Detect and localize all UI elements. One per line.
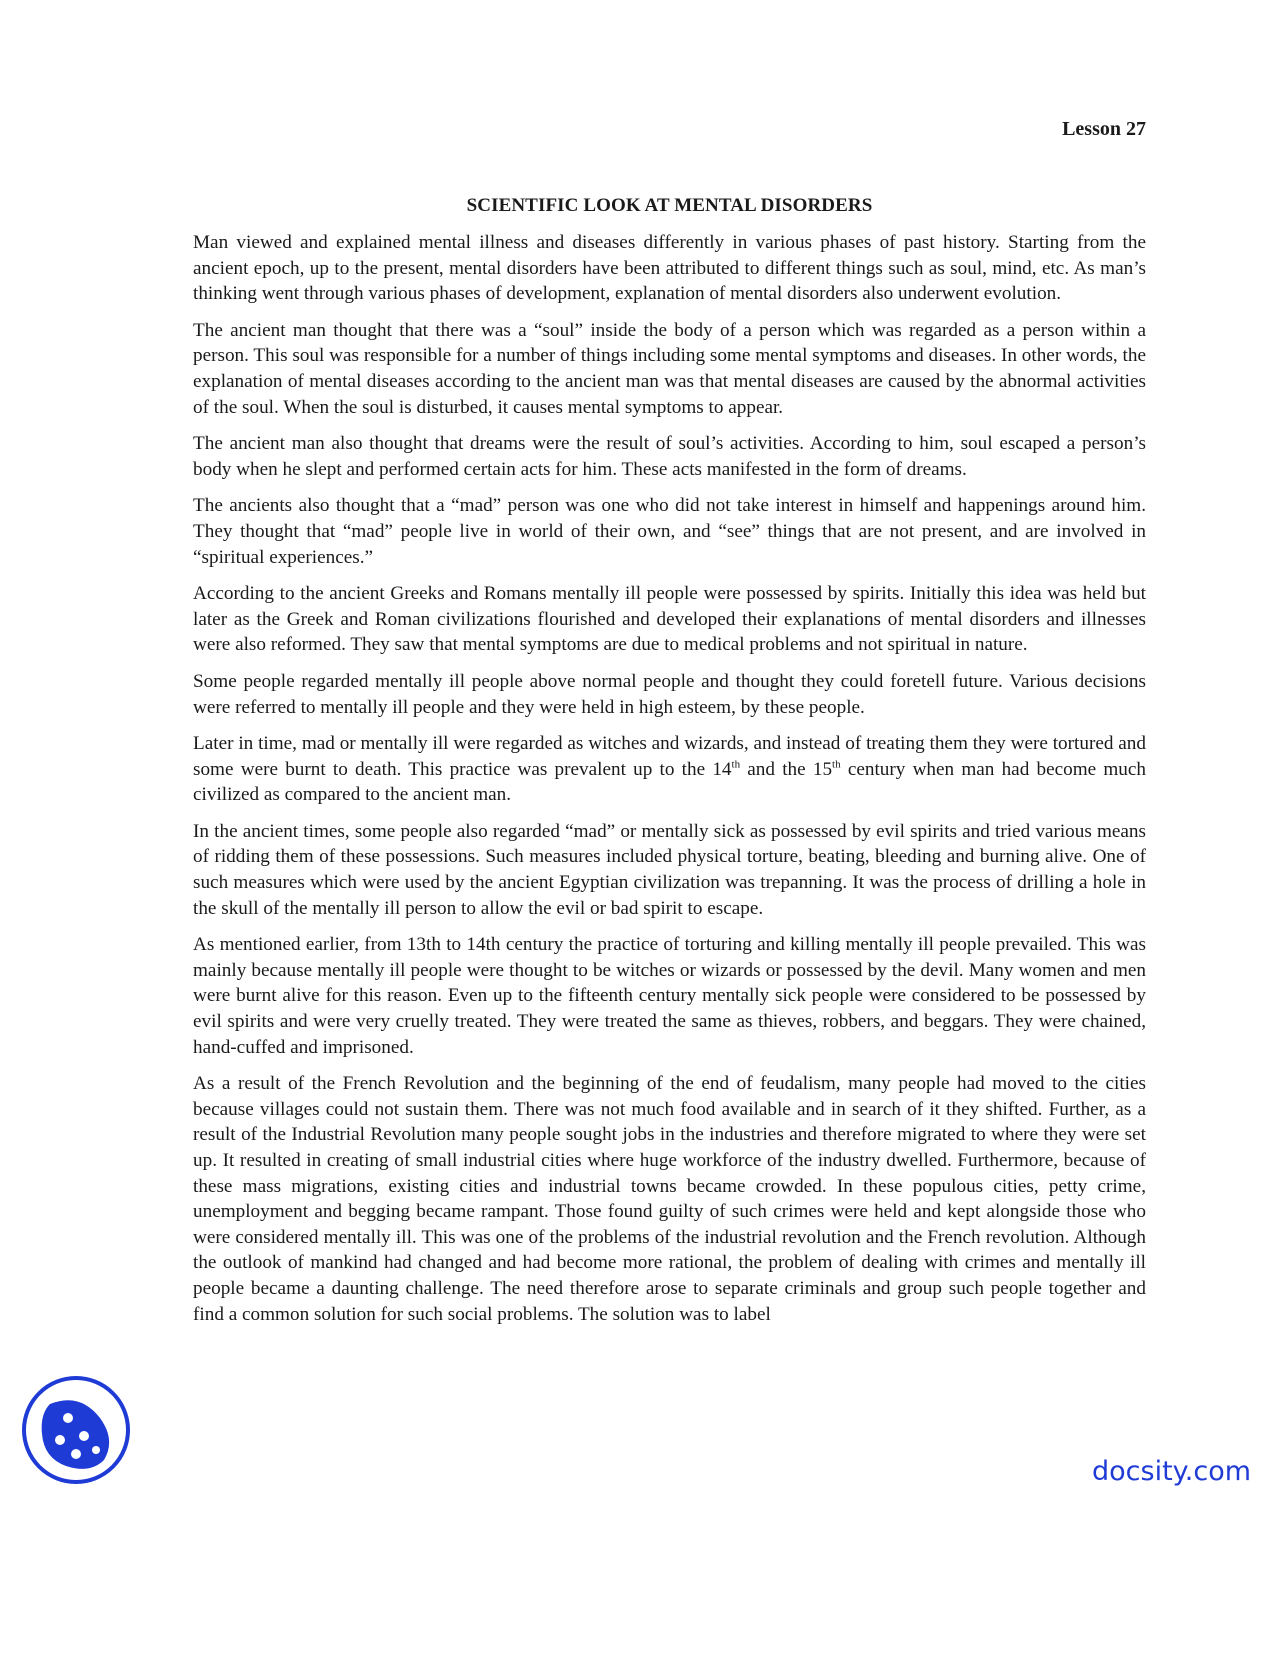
- paragraph: As mentioned earlier, from 13th to 14th century the practice of torturing and killing mentally ill people prevailed. This was mainly because mentally ill people were thought to be witches or wizards or possessed by the devil. Many women and men were burnt alive for this reason. Even up to the fifteenth century mentally sick people were considered to be possessed by evil spirits and were very cruelly treated. They were treated the same as thieves, robbers, and beggars. They were chained, hand-cuffed and imprisoned.: [193, 934, 1146, 1058]
- paragraph-text: Later in time, mad or mentally ill were regarded as witches and wizards, and instead of treating them they were tortured and some were burnt to death. This practice was prevalent up to the 14: [193, 733, 1146, 780]
- docsity-logo-icon[interactable]: [20, 1374, 132, 1486]
- lesson-label: Lesson 27: [1062, 118, 1146, 140]
- paragraph: The ancient man thought that there was a “soul” inside the body of a person which was regarded as a person within a person. This soul was responsible for a number of things including some mental symptoms and diseases. In other words, the explanation of mental diseases according to the ancient man was that mental diseases are caused by the abnormal activities of the soul. When the soul is disturbed, it causes mental symptoms to appear.: [193, 319, 1146, 418]
- paragraph: Some people regarded mentally ill people above normal people and thought they could foretell future. Various decisions were referred to mentally ill people and they were held in high esteem, by these people.: [193, 670, 1146, 718]
- paragraph: As a result of the French Revolution and the beginning of the end of feudalism, many people had moved to the cities because villages could not sustain them. There was not much food available and in search of it they shifted. Further, as a result of the Industrial Revolution many people sought jobs in the industries and therefore migrated to where they were set up. It resulted in creating of small industrial cities where huge workforce of the industry dwelled. Furthermore, because of these mass migrations, existing cities and industrial towns became crowded. In these populous cities, petty crime, unemployment and begging became rampant. Those found guilty of such crimes were held and kept alongside those who were considered mentally ill. This was one of the problems of the industrial revolution and the French revolution. Although the outlook of mankind had changed and had become more rational, the problem of dealing with crimes and mentally ill people became a daunting challenge. The need therefore arose to separate criminals and group such people together and find a common solution for such social problems. The solution was to label: [193, 1073, 1146, 1325]
- paragraph-text: century when man had become much civilized as compared to the ancient man.: [193, 758, 1146, 806]
- docsity-watermark-link[interactable]: docsity.com: [1092, 1456, 1252, 1487]
- superscript: th: [731, 758, 741, 771]
- paragraph: Man viewed and explained mental illness and diseases differently in various phases of past history. Starting from the ancient epoch, up to the present, mental disorders have been attributed to different things such as soul, mind, etc. As man’s thinking went through various phases of development, explanation of mental disorders also underwent evolution.: [193, 232, 1146, 305]
- paragraph: In the ancient times, some people also regarded “mad” or mentally sick as possessed by evil spirits and tried various means of ridding them of these possessions. Such measures included physical torture, beating, bleeding and burning alive. One of such measures which were used by the ancient Egyptian civilization was trepanning. It was the process of drilling a hole in the skull of the mentally ill person to allow the evil or bad spirit to escape.: [193, 820, 1146, 919]
- document-title: SCIENTIFIC LOOK AT MENTAL DISORDERS: [466, 195, 873, 216]
- superscript: th: [832, 758, 841, 771]
- paragraph: The ancient man also thought that dreams were the result of soul’s activities. According to him, soul escaped a person’s body when he slept and performed certain acts for him. These acts manifested in the form of dreams.: [193, 433, 1146, 480]
- paragraph: The ancients also thought that a “mad” person was one who did not take interest in himself and happenings around him. They thought that “mad” people live in world of their own, and “see” things that are not present, and are involved in “spiritual experiences.”: [193, 495, 1146, 568]
- paragraph-text: and the 15: [740, 758, 833, 780]
- paragraph: [193, 731, 1146, 808]
- paragraph: According to the ancient Greeks and Romans mentally ill people were possessed by spirits. Initially this idea was held but later as the Greek and Roman civilizations flourished and developed their explanations of mental disorders and illnesses were also reformed. They saw that mental symptoms are due to medical problems and not spiritual in nature.: [193, 583, 1146, 656]
- document-body: [193, 230, 1146, 1338]
